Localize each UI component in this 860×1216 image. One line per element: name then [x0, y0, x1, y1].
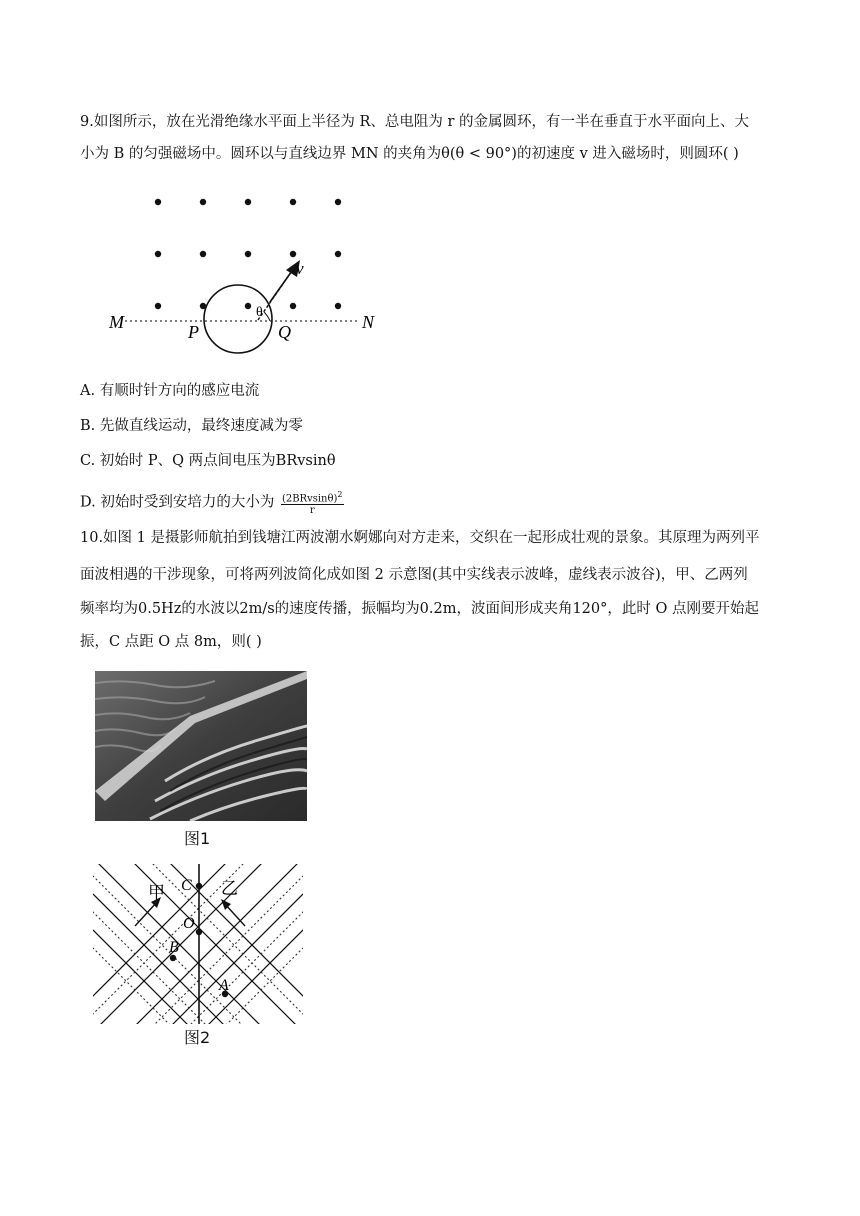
fig2-interference-diagram [93, 864, 303, 1024]
label-o: O [183, 915, 195, 932]
q9-option-c: C. 初始时 P、Q 两点间电压为BRvsinθ [80, 453, 336, 469]
option-d-fraction [281, 489, 344, 516]
q9-option-a: A. 有顺时针方向的感应电流 [80, 383, 260, 399]
q9-line-2: 小为 B 的匀强磁场中。圆环以与直线边界 MN 的夹角为θ(θ < 90°)的初速度 v 进入磁场时，则圆环( ) [80, 146, 739, 162]
q10-line-1: 10.如图 1 是摄影师航拍到钱塘江两波潮水婀娜向对方走来，交织在一起形成壮观的景象。其原理为两列平 [80, 530, 760, 546]
label-m: M [109, 312, 124, 332]
theta-arc [264, 312, 270, 321]
point-c [196, 883, 202, 889]
q9-magnetic-field-figure [100, 185, 400, 365]
fig1-caption: 图1 [184, 829, 211, 848]
label-yi: 乙 [221, 879, 238, 899]
label-theta: θ [256, 305, 263, 320]
fraction-denominator: r [309, 505, 315, 517]
label-v: v [296, 259, 304, 278]
fig2-caption: 图2 [184, 1028, 211, 1047]
fig1-tidal-wave-photo [95, 671, 307, 821]
label-a: A [219, 977, 229, 994]
q10-line-2: 面波相遇的干涉现象，可将两列波简化成如图 2 示意图(其中实线表示波峰，虚线表示波谷)，甲、乙两列 [80, 567, 748, 583]
option-d-prefix: D. 初始时受到安培力的大小为 [80, 494, 275, 511]
fraction-numerator: $(2BRvsin\theta)^2$ [281, 490, 343, 505]
label-c: C [181, 877, 192, 894]
label-p: P [188, 322, 199, 342]
arrow-jia-line [135, 902, 157, 926]
q9-line-1: 9.如图所示，放在光滑绝缘水平面上半径为 R、总电阻为 r 的金属圆环，有一半在垂直于水平面向上、大 [80, 114, 750, 130]
q10-line-3: 频率均为0.5Hz的水波以2m/s的速度传播，振幅均为0.2m，波面间形成夹角120°，此时 O 点刚要开始起 [80, 601, 759, 617]
q10-line-4: 振，C 点距 O 点 8m，则( ) [80, 634, 262, 650]
arrow-yi-line [225, 904, 245, 926]
magnetic-field-dots [155, 199, 341, 309]
label-jia: 甲 [148, 883, 165, 903]
point-o [196, 929, 202, 935]
q9-option-b: B. 先做直线运动，最终速度减为零 [80, 418, 303, 434]
label-n: N [362, 312, 375, 332]
q9-option-d [80, 489, 344, 516]
label-b: B [169, 939, 179, 956]
label-q: Q [278, 322, 291, 342]
velocity-arrow [270, 268, 294, 302]
